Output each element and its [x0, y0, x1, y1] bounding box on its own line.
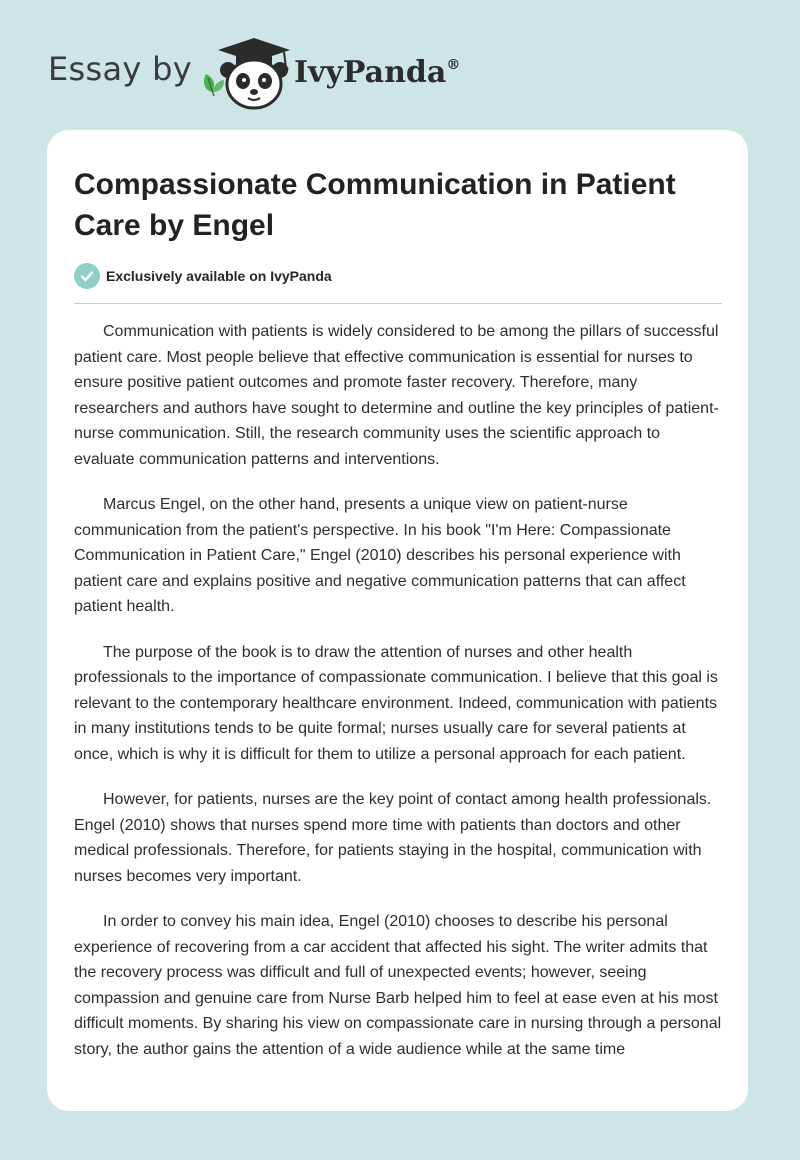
paragraph-1: Communication with patients is widely considered to be among the pillars of successful patient care. Most people believe that effective communication is essential for nurses to ensure positive patient outcomes and promote faster recovery. Therefore, many researchers and authors have sought to determine and outline the key principles of patient-nurse communication. Still, the research community uses the scientific approach to evaluate communication patterns and interventions.	[74, 323, 719, 468]
site-header	[0, 0, 800, 130]
check-icon	[74, 263, 100, 289]
paragraph-2: Marcus Engel, on the other hand, presents a unique view on patient-nurse communication from the patient's perspective. In his book "I'm Here: Compassionate Communication in Patient Care," Engel (2010) describes his personal experience with patient care and explains positive and negative communication patterns that can affect patient health.	[74, 496, 686, 615]
leaf-icon	[204, 74, 224, 96]
brand-text: IvyPanda	[294, 55, 447, 90]
title-divider	[74, 303, 722, 304]
paragraph-5: In order to convey his main idea, Engel (2010) chooses to describe his personal experience of recovering from a car accident that affected his sight. The writer admits that the recovery process was difficult and full of unexpected events; however, seeing compassion and genuine care from Nurse Barb helped him to feel at ease even at his most difficult moments. By sharing his view on compassionate care in nursing through a personal story, the author gains the attention of a wide audience while at the same time	[74, 913, 722, 1058]
brand-name[interactable]	[294, 55, 460, 90]
paragraph-3: The purpose of the book is to draw the attention of nurses and other health professionals to the importance of compassionate communication. I believe that this goal is relevant to the contemporary healthcare environment. Indeed, communication with patients in many institutions tends to be quite formal; nurses usually care for several patients at once, which is why it is difficult for them to utilize a personal approach for each patient.	[74, 643, 718, 763]
exclusive-label: Exclusively available on IvyPanda	[106, 268, 332, 284]
exclusive-badge	[74, 263, 332, 289]
paragraph-4: However, for patients, nurses are the key point of contact among health professionals. Engel (2010) shows that nurses spend more time with patients than doctors and other medical professionals. Therefore, for patients staying in the hospital, communication with nurses becomes very important.	[74, 791, 712, 885]
essay-card	[47, 130, 748, 1111]
essay-by-label: Essay by	[48, 50, 192, 88]
essay-title: Compassionate Communication in Patient Care by Engel	[74, 168, 676, 242]
panda-graduate-icon[interactable]	[200, 34, 300, 114]
registered-mark: ®	[446, 57, 461, 73]
essay-body	[74, 319, 724, 1082]
